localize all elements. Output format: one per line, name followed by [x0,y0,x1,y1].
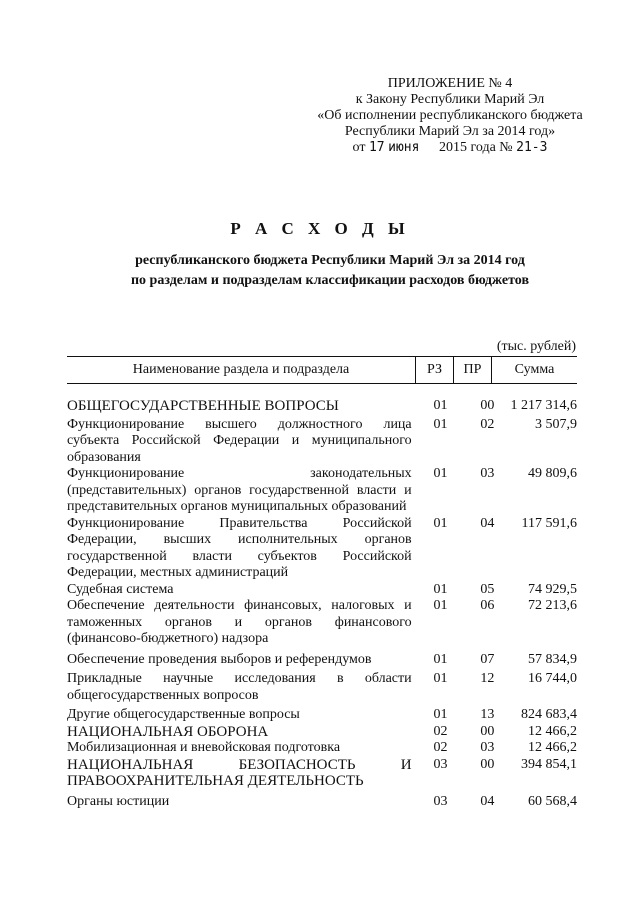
row-rz: 02 [433,740,448,755]
row-name: Функционирование законодательных (представительных) органов государственной власти и представительных органов муниципальных образований [67,466,412,514]
table-row [67,724,577,741]
row-pr: 02 [480,416,495,432]
row-rz: 01 [433,515,448,531]
row-name: Другие общегосударственные вопросы [67,707,300,722]
row-pr: 00 [480,756,495,772]
header-name: Наименование раздела и подраздела [132,362,350,377]
appendix-line-3: Республики Марий Эл за 2014 год» [344,124,556,139]
row-name: Судебная система [67,581,174,597]
subtitle-line-1: республиканского бюджета Республики Марий Эл за 2014 год [135,253,525,268]
row-pr: 07 [480,651,495,667]
table-row [67,582,577,599]
row-sum: 49 809,6 [527,466,577,481]
row-sum: 394 854,1 [520,756,577,772]
law-date-day: 17 [368,140,385,155]
table-row [67,740,577,757]
table-row [67,652,577,669]
row-name: Обеспечение проведения выборов и референдумов [67,651,372,667]
row-sum: 1 217 314,6 [510,398,577,413]
table-row [67,707,577,724]
row-pr: 00 [480,398,495,413]
row-pr: 06 [480,598,495,613]
law-date-year: 2015 года № [438,140,513,155]
row-sum: 117 591,6 [521,515,577,531]
row-name: Прикладные научные исследования в области общегосударственных вопросов [67,671,412,703]
row-pr: 00 [480,723,495,739]
row-sum: 12 466,2 [527,740,577,755]
row-sum: 74 929,5 [527,581,577,597]
law-date-from: от [352,140,366,155]
appendix-block [300,76,600,156]
row-pr: 03 [480,740,495,755]
row-name: Органы юстиции [67,793,170,809]
row-rz: 01 [433,398,448,413]
table-row [67,671,577,704]
table-row [67,417,577,467]
row-rz: 03 [433,756,448,772]
law-date-month: июня [388,140,420,155]
row-sum: 824 683,4 [520,707,577,722]
row-rz: 03 [433,793,448,809]
row-sum: 72 213,6 [527,598,577,613]
document-subtitle [60,251,600,291]
row-sum: 12 466,2 [527,723,577,739]
row-pr: 04 [480,793,495,809]
header-sum: Сумма [491,357,577,383]
row-name: Функционирование высшего должностного лица субъекта Российской Федерации и муниципального образования [67,416,412,465]
row-rz: 01 [433,671,448,686]
law-date-line [300,140,600,156]
table-row [67,598,577,648]
row-pr: 05 [480,581,495,597]
row-sum: 3 507,9 [534,416,577,432]
row-pr: 13 [480,707,495,722]
row-rz: 01 [433,651,448,667]
header-pr: ПР [453,357,491,383]
table-row [67,757,577,790]
table-body [67,398,577,810]
subtitle-line-2: по разделам и подразделам классификации расходов бюджетов [130,273,530,288]
row-rz: 01 [433,581,448,597]
row-sum: 16 744,0 [527,671,577,686]
row-name: Функционирование Правительства Российской Федерации, высших исполнительных органов государственной власти субъектов Российской Федерации, местных администраций [67,515,412,580]
appendix-line-2: «Об исполнении республиканского бюджета [317,108,583,123]
table-row [67,794,577,811]
row-name: НАЦИОНАЛЬНАЯ БЕЗОПАСНОСТЬ И ПРАВООХРАНИТЕЛЬНАЯ ДЕЯТЕЛЬНОСТЬ [67,756,412,789]
row-name: Обеспечение деятельности финансовых, налоговых и таможенных органов и органов финансового (финансово-бюджетного) надзора [67,598,412,646]
row-name: ОБЩЕГОСУДАРСТВЕННЫЕ ВОПРОСЫ [67,398,339,414]
appendix-title: ПРИЛОЖЕНИЕ № 4 [387,76,513,91]
law-number: 21-З [516,140,548,155]
document-title: Р А С Х О Д Ы [230,219,410,238]
row-sum: 57 834,9 [527,651,577,667]
row-rz: 01 [433,707,448,722]
table-header [67,356,577,384]
row-pr: 12 [480,671,495,686]
row-sum: 60 568,4 [527,793,577,809]
row-rz: 01 [433,466,448,481]
row-rz: 01 [433,598,448,613]
row-name: НАЦИОНАЛЬНАЯ ОБОРОНА [67,723,269,740]
row-rz: 02 [433,723,448,739]
units-label: (тыс. рублей) [496,339,576,354]
row-name: Мобилизационная и вневойсковая подготовка [67,740,341,755]
row-pr: 04 [480,515,495,531]
table-row [67,466,577,516]
row-pr: 03 [480,466,495,481]
table-row [67,398,577,415]
table-row [67,516,577,582]
header-rz: РЗ [415,357,453,383]
appendix-line-1: к Закону Республики Марий Эл [355,92,545,107]
row-rz: 01 [433,416,448,432]
